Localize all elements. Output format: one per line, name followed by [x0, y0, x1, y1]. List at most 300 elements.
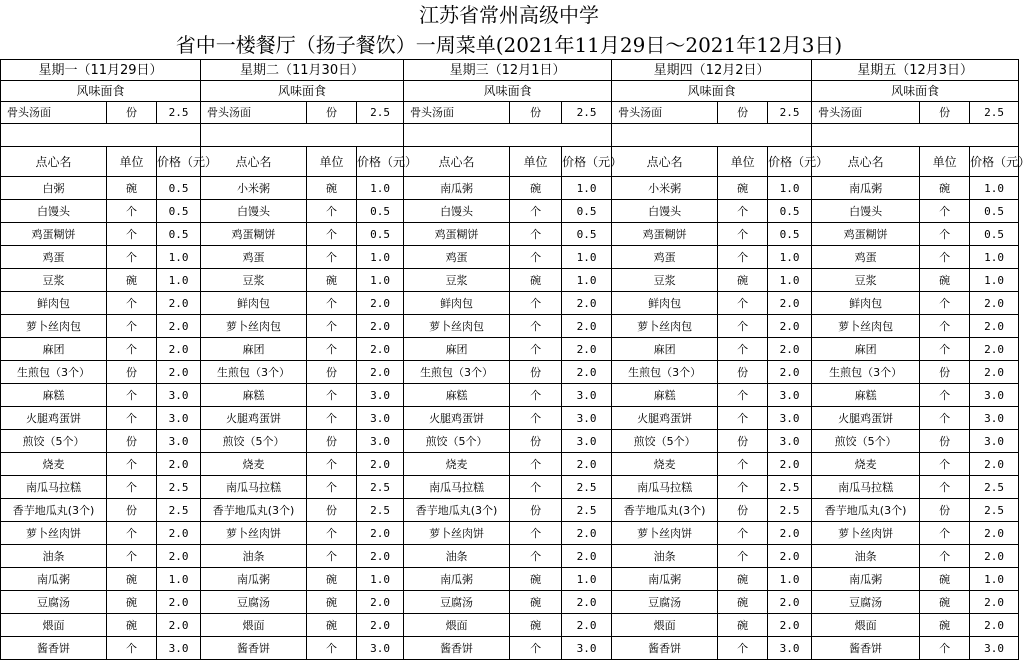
item-unit: 个 [510, 407, 562, 430]
item-price: 2.0 [562, 361, 612, 384]
item-name: 麻团 [612, 338, 718, 361]
item-price: 2.0 [157, 361, 201, 384]
blank-cell [612, 124, 812, 147]
item-name: 南瓜马拉糕 [812, 476, 920, 499]
item-unit: 个 [107, 637, 157, 660]
item-price: 1.0 [562, 269, 612, 292]
item-unit: 碗 [718, 269, 768, 292]
item-unit: 份 [510, 499, 562, 522]
item-name: 萝卜丝肉包 [404, 315, 510, 338]
item-price: 3.0 [970, 637, 1019, 660]
item-unit: 个 [920, 338, 970, 361]
item-price: 2.0 [157, 292, 201, 315]
item-name: 南瓜粥 [812, 177, 920, 200]
item-name: 豆腐汤 [1, 591, 107, 614]
item-price: 2.0 [357, 361, 404, 384]
item-unit: 个 [107, 453, 157, 476]
item-price: 2.0 [970, 614, 1019, 637]
item-unit: 个 [107, 246, 157, 269]
item-name: 香芋地瓜丸(3个) [812, 499, 920, 522]
item-name: 麻糕 [1, 384, 107, 407]
item-unit: 个 [718, 223, 768, 246]
menu-item-row [1, 246, 1019, 269]
item-name: 萝卜丝肉饼 [404, 522, 510, 545]
item-price: 2.0 [970, 545, 1019, 568]
item-name: 煎饺（5个） [612, 430, 718, 453]
day-label: 星期五（12月3日） [812, 60, 1019, 81]
item-price: 2.0 [357, 614, 404, 637]
item-unit: 个 [107, 384, 157, 407]
item-unit: 碗 [107, 568, 157, 591]
item-name: 酱香饼 [201, 637, 307, 660]
item-unit: 个 [107, 407, 157, 430]
item-unit: 份 [920, 361, 970, 384]
menu-item-row [1, 200, 1019, 223]
item-name: 鸡蛋糊饼 [612, 223, 718, 246]
item-name: 萝卜丝肉饼 [1, 522, 107, 545]
item-unit: 个 [107, 292, 157, 315]
item-price: 2.0 [970, 292, 1019, 315]
item-price: 3.0 [970, 407, 1019, 430]
item-price: 2.0 [562, 315, 612, 338]
header-name: 点心名 [812, 147, 920, 177]
menu-item-row [1, 384, 1019, 407]
item-unit: 个 [920, 315, 970, 338]
item-price: 1.0 [157, 269, 201, 292]
item-unit: 个 [307, 384, 357, 407]
item-unit: 碗 [107, 177, 157, 200]
item-price: 1.0 [357, 246, 404, 269]
item-name: 油条 [1, 545, 107, 568]
blank-cell [404, 124, 612, 147]
item-unit: 个 [920, 522, 970, 545]
item-name: 豆腐汤 [812, 591, 920, 614]
item-unit: 碗 [920, 614, 970, 637]
item-price: 1.0 [970, 246, 1019, 269]
item-unit: 份 [510, 361, 562, 384]
item-name: 豆腐汤 [201, 591, 307, 614]
item-name: 豆浆 [612, 269, 718, 292]
item-price: 2.5 [562, 476, 612, 499]
item-name: 南瓜粥 [1, 568, 107, 591]
item-name: 萝卜丝肉包 [1, 315, 107, 338]
menu-item-row [1, 430, 1019, 453]
item-price: 3.0 [562, 637, 612, 660]
item-name: 烧麦 [612, 453, 718, 476]
item-price: 2.5 [562, 499, 612, 522]
item-name: 萝卜丝肉包 [812, 315, 920, 338]
item-unit: 碗 [510, 591, 562, 614]
item-price: 3.0 [157, 384, 201, 407]
item-name: 萝卜丝肉饼 [812, 522, 920, 545]
item-price: 0.5 [562, 223, 612, 246]
item-price: 0.5 [768, 200, 812, 223]
item-price: 2.0 [157, 315, 201, 338]
item-name: 火腿鸡蛋饼 [612, 407, 718, 430]
item-unit: 个 [307, 223, 357, 246]
item-unit: 碗 [107, 269, 157, 292]
item-unit: 个 [107, 223, 157, 246]
item-name: 香芋地瓜丸(3个) [612, 499, 718, 522]
item-name: 油条 [812, 545, 920, 568]
item-price: 3.0 [357, 384, 404, 407]
item-unit: 个 [920, 453, 970, 476]
item-name: 烧麦 [812, 453, 920, 476]
menu-item-row [1, 269, 1019, 292]
item-unit: 碗 [107, 591, 157, 614]
item-price: 2.0 [357, 292, 404, 315]
item-name: 萝卜丝肉饼 [201, 522, 307, 545]
item-price: 2.0 [157, 591, 201, 614]
header-unit: 单位 [307, 147, 357, 177]
item-name: 鲜肉包 [404, 292, 510, 315]
item-name: 豆浆 [812, 269, 920, 292]
item-unit: 个 [920, 545, 970, 568]
item-name: 鸡蛋 [812, 246, 920, 269]
item-price: 2.5 [768, 476, 812, 499]
item-price: 2.0 [970, 315, 1019, 338]
item-name: 麻团 [812, 338, 920, 361]
item-name: 生煎包（3个） [201, 361, 307, 384]
item-unit: 个 [510, 384, 562, 407]
item-unit: 个 [510, 453, 562, 476]
item-price: 2.0 [562, 614, 612, 637]
item-unit: 碗 [718, 177, 768, 200]
soup-unit: 份 [307, 102, 357, 124]
item-unit: 碗 [107, 614, 157, 637]
item-name: 南瓜粥 [812, 568, 920, 591]
item-unit: 个 [307, 246, 357, 269]
header-unit: 单位 [107, 147, 157, 177]
item-name: 小米粥 [612, 177, 718, 200]
item-price: 2.0 [768, 545, 812, 568]
item-name: 鸡蛋糊饼 [812, 223, 920, 246]
item-unit: 个 [718, 476, 768, 499]
item-unit: 份 [107, 499, 157, 522]
item-price: 2.5 [970, 476, 1019, 499]
item-name: 鲜肉包 [1, 292, 107, 315]
item-price: 2.0 [357, 315, 404, 338]
item-price: 2.0 [562, 338, 612, 361]
header-price: 价格（元） [970, 147, 1019, 177]
item-price: 3.0 [562, 430, 612, 453]
item-name: 麻糕 [612, 384, 718, 407]
item-name: 萝卜丝肉包 [612, 315, 718, 338]
item-price: 3.0 [562, 384, 612, 407]
item-name: 萝卜丝肉包 [201, 315, 307, 338]
item-name: 鸡蛋 [201, 246, 307, 269]
item-unit: 个 [307, 453, 357, 476]
soup-unit: 份 [718, 102, 768, 124]
item-price: 2.0 [357, 522, 404, 545]
item-name: 生煎包（3个） [612, 361, 718, 384]
menu-item-row [1, 453, 1019, 476]
item-price: 2.0 [768, 361, 812, 384]
item-name: 煨面 [404, 614, 510, 637]
item-price: 2.0 [768, 338, 812, 361]
item-name: 麻团 [404, 338, 510, 361]
item-name: 豆浆 [404, 269, 510, 292]
item-price: 3.0 [357, 637, 404, 660]
item-unit: 个 [307, 407, 357, 430]
item-unit: 个 [718, 315, 768, 338]
item-price: 2.0 [357, 338, 404, 361]
item-unit: 个 [307, 200, 357, 223]
item-price: 2.5 [970, 499, 1019, 522]
item-unit: 份 [718, 361, 768, 384]
menu-item-row [1, 614, 1019, 637]
menu-item-row [1, 568, 1019, 591]
item-unit: 碗 [307, 269, 357, 292]
day-label: 星期一（11月29日） [1, 60, 201, 81]
item-price: 1.0 [357, 177, 404, 200]
item-price: 3.0 [157, 637, 201, 660]
item-price: 2.0 [357, 591, 404, 614]
item-name: 火腿鸡蛋饼 [812, 407, 920, 430]
item-price: 3.0 [768, 407, 812, 430]
item-price: 1.0 [562, 177, 612, 200]
item-name: 南瓜粥 [404, 177, 510, 200]
item-unit: 个 [510, 246, 562, 269]
item-unit: 碗 [307, 177, 357, 200]
item-price: 2.0 [357, 453, 404, 476]
item-unit: 个 [718, 637, 768, 660]
header-unit: 单位 [510, 147, 562, 177]
item-unit: 个 [107, 338, 157, 361]
item-name: 鲜肉包 [812, 292, 920, 315]
header-name: 点心名 [404, 147, 510, 177]
item-name: 鸡蛋糊饼 [1, 223, 107, 246]
item-name: 鸡蛋 [612, 246, 718, 269]
item-price: 2.0 [562, 522, 612, 545]
item-name: 煎饺（5个） [404, 430, 510, 453]
item-price: 2.0 [562, 453, 612, 476]
item-unit: 个 [107, 315, 157, 338]
item-price: 1.0 [768, 568, 812, 591]
item-name: 香芋地瓜丸(3个) [1, 499, 107, 522]
item-price: 3.0 [768, 430, 812, 453]
section-label: 风味面食 [201, 81, 404, 102]
item-name: 火腿鸡蛋饼 [404, 407, 510, 430]
item-name: 煨面 [201, 614, 307, 637]
menu-item-row [1, 637, 1019, 660]
blank-cell [201, 124, 404, 147]
menu-item-row [1, 315, 1019, 338]
soup-name: 骨头汤面 [812, 102, 920, 124]
item-price: 2.0 [157, 453, 201, 476]
soup-unit: 份 [510, 102, 562, 124]
item-unit: 个 [718, 338, 768, 361]
item-price: 1.0 [970, 177, 1019, 200]
item-price: 1.0 [768, 269, 812, 292]
header-price: 价格（元） [157, 147, 201, 177]
header-name: 点心名 [1, 147, 107, 177]
item-name: 香芋地瓜丸(3个) [404, 499, 510, 522]
item-name: 南瓜粥 [201, 568, 307, 591]
item-name: 鸡蛋 [404, 246, 510, 269]
item-price: 2.0 [970, 453, 1019, 476]
item-unit: 碗 [718, 568, 768, 591]
item-price: 2.0 [357, 545, 404, 568]
item-price: 2.0 [768, 292, 812, 315]
item-unit: 个 [510, 315, 562, 338]
item-unit: 碗 [510, 568, 562, 591]
item-name: 香芋地瓜丸(3个) [201, 499, 307, 522]
item-unit: 个 [718, 522, 768, 545]
item-price: 2.0 [157, 614, 201, 637]
item-unit: 份 [107, 430, 157, 453]
item-name: 南瓜马拉糕 [1, 476, 107, 499]
item-name: 麻团 [1, 338, 107, 361]
item-price: 1.0 [357, 269, 404, 292]
item-unit: 个 [920, 476, 970, 499]
item-unit: 碗 [920, 591, 970, 614]
item-unit: 个 [510, 223, 562, 246]
item-name: 白馒头 [612, 200, 718, 223]
item-price: 0.5 [157, 223, 201, 246]
item-name: 豆浆 [201, 269, 307, 292]
item-price: 2.0 [157, 545, 201, 568]
menu-item-row [1, 361, 1019, 384]
item-price: 2.0 [970, 338, 1019, 361]
section-label: 风味面食 [404, 81, 612, 102]
item-price: 0.5 [157, 177, 201, 200]
item-name: 麻糕 [201, 384, 307, 407]
item-name: 鸡蛋糊饼 [201, 223, 307, 246]
soup-price: 2.5 [768, 102, 812, 124]
menu-item-row [1, 407, 1019, 430]
item-price: 2.0 [562, 292, 612, 315]
item-name: 酱香饼 [612, 637, 718, 660]
soup-unit: 份 [107, 102, 157, 124]
item-name: 油条 [201, 545, 307, 568]
soup-name: 骨头汤面 [404, 102, 510, 124]
item-unit: 个 [107, 522, 157, 545]
item-price: 2.5 [157, 499, 201, 522]
item-unit: 个 [920, 384, 970, 407]
item-name: 白粥 [1, 177, 107, 200]
item-name: 鸡蛋 [1, 246, 107, 269]
item-price: 1.0 [970, 568, 1019, 591]
menu-item-row [1, 292, 1019, 315]
school-title: 江苏省常州高级中学 [419, 3, 599, 27]
menu-item-row [1, 591, 1019, 614]
item-price: 2.0 [768, 591, 812, 614]
item-price: 2.0 [768, 614, 812, 637]
item-price: 1.0 [768, 246, 812, 269]
menu-item-row [1, 223, 1019, 246]
item-unit: 个 [510, 476, 562, 499]
item-price: 2.0 [970, 591, 1019, 614]
item-price: 0.5 [562, 200, 612, 223]
item-name: 白馒头 [1, 200, 107, 223]
item-unit: 个 [718, 545, 768, 568]
item-unit: 份 [307, 499, 357, 522]
item-unit: 个 [920, 407, 970, 430]
day-label: 星期二（11月30日） [201, 60, 404, 81]
item-unit: 个 [307, 338, 357, 361]
item-price: 3.0 [357, 430, 404, 453]
item-unit: 个 [510, 338, 562, 361]
item-name: 豆腐汤 [612, 591, 718, 614]
item-name: 火腿鸡蛋饼 [1, 407, 107, 430]
section-label: 风味面食 [1, 81, 201, 102]
item-name: 生煎包（3个） [404, 361, 510, 384]
item-price: 2.0 [768, 315, 812, 338]
item-unit: 个 [107, 200, 157, 223]
column-header-row [1, 147, 1019, 177]
item-unit: 个 [718, 292, 768, 315]
weekly-menu-table [0, 59, 1030, 660]
item-price: 2.0 [970, 522, 1019, 545]
item-price: 1.0 [562, 568, 612, 591]
item-name: 烧麦 [1, 453, 107, 476]
item-unit: 个 [920, 292, 970, 315]
item-name: 小米粥 [201, 177, 307, 200]
item-name: 生煎包（3个） [1, 361, 107, 384]
item-name: 南瓜马拉糕 [612, 476, 718, 499]
item-unit: 碗 [920, 177, 970, 200]
item-unit: 个 [307, 315, 357, 338]
menu-item-row [1, 545, 1019, 568]
item-price: 2.5 [157, 476, 201, 499]
item-unit: 份 [307, 430, 357, 453]
soup-price: 2.5 [157, 102, 201, 124]
item-price: 2.5 [357, 499, 404, 522]
item-name: 麻团 [201, 338, 307, 361]
day-label: 星期三（12月1日） [404, 60, 612, 81]
item-price: 3.0 [768, 637, 812, 660]
item-unit: 份 [718, 499, 768, 522]
item-price: 0.5 [768, 223, 812, 246]
item-name: 酱香饼 [404, 637, 510, 660]
item-unit: 个 [510, 200, 562, 223]
item-unit: 个 [510, 522, 562, 545]
item-name: 鲜肉包 [201, 292, 307, 315]
item-unit: 碗 [920, 269, 970, 292]
menu-item-row [1, 177, 1019, 200]
item-price: 3.0 [970, 430, 1019, 453]
blank-cell [1, 124, 201, 147]
item-price: 3.0 [157, 430, 201, 453]
item-unit: 碗 [510, 177, 562, 200]
menu-subtitle: 省中一楼餐厅（扬子餐饮）一周菜单(2021年11月29日～2021年12月3日) [175, 33, 843, 57]
item-unit: 个 [920, 223, 970, 246]
item-price: 2.0 [970, 361, 1019, 384]
soup-name: 骨头汤面 [201, 102, 307, 124]
item-unit: 份 [920, 499, 970, 522]
item-name: 豆腐汤 [404, 591, 510, 614]
soup-price: 2.5 [357, 102, 404, 124]
item-price: 2.0 [157, 338, 201, 361]
item-name: 南瓜马拉糕 [404, 476, 510, 499]
item-unit: 个 [307, 476, 357, 499]
item-unit: 个 [920, 637, 970, 660]
item-name: 煎饺（5个） [201, 430, 307, 453]
header-name: 点心名 [201, 147, 307, 177]
item-price: 3.0 [970, 384, 1019, 407]
item-name: 煨面 [612, 614, 718, 637]
item-name: 煎饺（5个） [1, 430, 107, 453]
item-name: 煨面 [1, 614, 107, 637]
menu-item-row [1, 522, 1019, 545]
item-unit: 个 [107, 476, 157, 499]
item-price: 3.0 [157, 407, 201, 430]
item-unit: 个 [107, 545, 157, 568]
soup-unit: 份 [920, 102, 970, 124]
item-price: 1.0 [157, 568, 201, 591]
item-name: 酱香饼 [1, 637, 107, 660]
